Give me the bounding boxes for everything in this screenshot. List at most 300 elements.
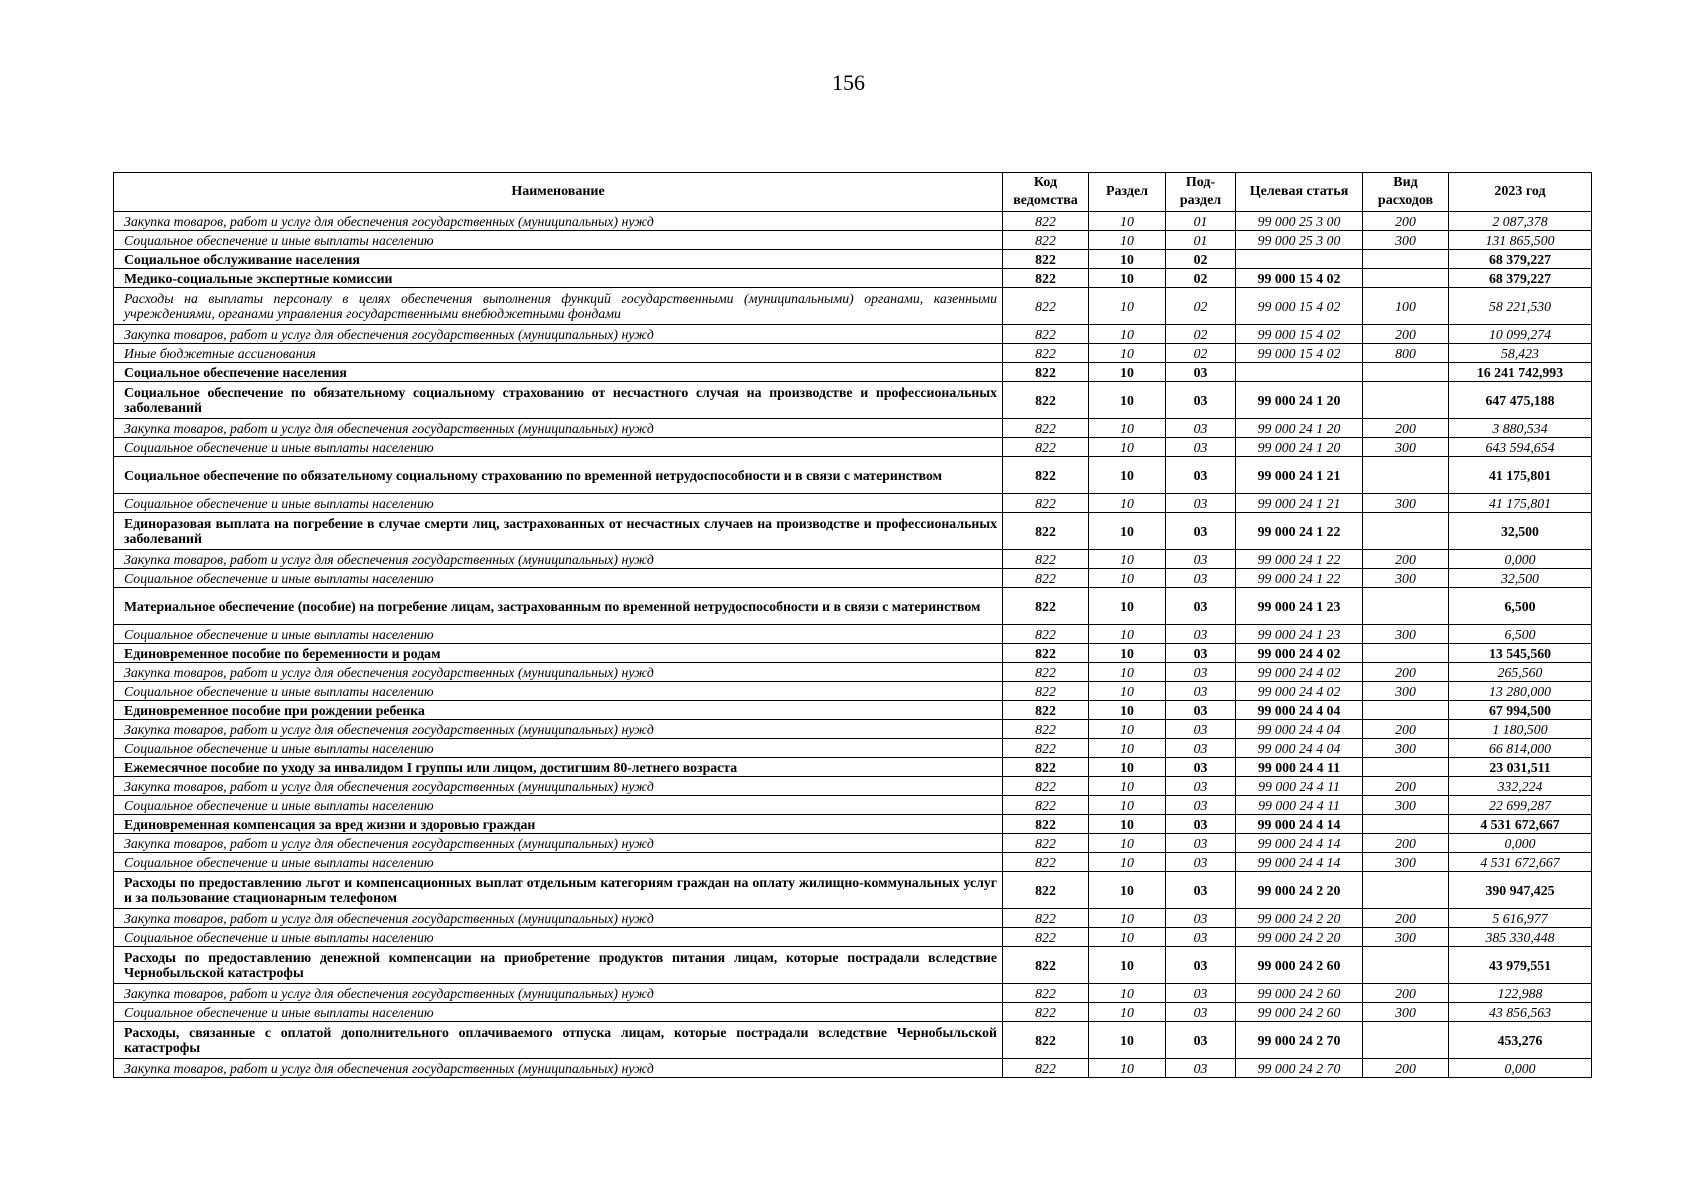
cell-type: 300	[1363, 853, 1449, 872]
cell-dept: 822	[1003, 457, 1089, 494]
cell-name: Социальное обеспечение и иные выплаты населению	[114, 231, 1003, 250]
cell-target: 99 000 24 2 60	[1236, 1003, 1363, 1022]
table-row	[114, 682, 1592, 701]
cell-type	[1363, 513, 1449, 550]
cell-name: Социальное обеспечение и иные выплаты населению	[114, 796, 1003, 815]
cell-section: 10	[1089, 625, 1166, 644]
cell-subsection: 01	[1166, 231, 1236, 250]
cell-dept: 822	[1003, 1003, 1089, 1022]
cell-amount: 68 379,227	[1449, 250, 1592, 269]
cell-section: 10	[1089, 663, 1166, 682]
header-type: Вид расходов	[1363, 173, 1449, 212]
cell-amount: 2 087,378	[1449, 212, 1592, 231]
cell-target: 99 000 24 4 04	[1236, 739, 1363, 758]
cell-type	[1363, 457, 1449, 494]
cell-name: Закупка товаров, работ и услуг для обеспечения государственных (муниципальных) нужд	[114, 777, 1003, 796]
cell-dept: 822	[1003, 513, 1089, 550]
cell-subsection: 03	[1166, 1022, 1236, 1059]
cell-amount: 13 545,560	[1449, 644, 1592, 663]
table-row	[114, 777, 1592, 796]
cell-section: 10	[1089, 1059, 1166, 1078]
cell-amount: 23 031,511	[1449, 758, 1592, 777]
cell-section: 10	[1089, 758, 1166, 777]
cell-target: 99 000 24 4 02	[1236, 644, 1363, 663]
cell-subsection: 03	[1166, 984, 1236, 1003]
cell-target: 99 000 24 4 11	[1236, 777, 1363, 796]
cell-target: 99 000 24 4 11	[1236, 796, 1363, 815]
cell-dept: 822	[1003, 947, 1089, 984]
cell-dept: 822	[1003, 758, 1089, 777]
cell-name: Социальное обеспечение и иные выплаты населению	[114, 928, 1003, 947]
table-row	[114, 625, 1592, 644]
cell-section: 10	[1089, 231, 1166, 250]
cell-section: 10	[1089, 382, 1166, 419]
cell-target: 99 000 24 4 04	[1236, 701, 1363, 720]
cell-type: 800	[1363, 344, 1449, 363]
cell-target: 99 000 15 4 02	[1236, 325, 1363, 344]
table-row	[114, 457, 1592, 494]
cell-target: 99 000 24 2 60	[1236, 947, 1363, 984]
cell-amount: 16 241 742,993	[1449, 363, 1592, 382]
header-target: Целевая статья	[1236, 173, 1363, 212]
cell-section: 10	[1089, 682, 1166, 701]
cell-name: Медико-социальные экспертные комиссии	[114, 269, 1003, 288]
table-row	[114, 984, 1592, 1003]
cell-target: 99 000 24 2 20	[1236, 909, 1363, 928]
cell-subsection: 03	[1166, 909, 1236, 928]
header-subsection: Под-раздел	[1166, 173, 1236, 212]
cell-amount: 6,500	[1449, 588, 1592, 625]
cell-section: 10	[1089, 777, 1166, 796]
table-row	[114, 494, 1592, 513]
cell-amount: 332,224	[1449, 777, 1592, 796]
cell-type: 300	[1363, 494, 1449, 513]
cell-subsection: 03	[1166, 438, 1236, 457]
cell-type	[1363, 872, 1449, 909]
cell-subsection: 02	[1166, 269, 1236, 288]
cell-section: 10	[1089, 513, 1166, 550]
cell-target: 99 000 24 1 21	[1236, 494, 1363, 513]
cell-subsection: 03	[1166, 550, 1236, 569]
cell-amount: 4 531 672,667	[1449, 815, 1592, 834]
cell-dept: 822	[1003, 288, 1089, 325]
cell-target: 99 000 24 4 02	[1236, 663, 1363, 682]
cell-section: 10	[1089, 909, 1166, 928]
cell-name: Расходы на выплаты персоналу в целях обеспечения выполнения функций государственными (муниципальными) органами, казенными учреждениями, органами управления государственными внебюджетными фондами	[114, 288, 1003, 325]
cell-target: 99 000 24 1 20	[1236, 382, 1363, 419]
cell-name: Социальное обеспечение по обязательному социальному страхованию по временной нетрудоспособности и в связи с материнством	[114, 457, 1003, 494]
cell-name: Единовременное пособие по беременности и родам	[114, 644, 1003, 663]
cell-type: 200	[1363, 909, 1449, 928]
cell-target: 99 000 24 2 70	[1236, 1059, 1363, 1078]
cell-amount: 3 880,534	[1449, 419, 1592, 438]
cell-target: 99 000 15 4 02	[1236, 288, 1363, 325]
cell-type: 300	[1363, 569, 1449, 588]
cell-name: Единовременная компенсация за вред жизни и здоровью граждан	[114, 815, 1003, 834]
cell-amount: 22 699,287	[1449, 796, 1592, 815]
cell-amount: 265,560	[1449, 663, 1592, 682]
cell-target: 99 000 24 1 23	[1236, 588, 1363, 625]
cell-subsection: 03	[1166, 928, 1236, 947]
cell-amount: 67 994,500	[1449, 701, 1592, 720]
table-row	[114, 928, 1592, 947]
cell-section: 10	[1089, 569, 1166, 588]
cell-type	[1363, 269, 1449, 288]
table-row	[114, 1003, 1592, 1022]
cell-target	[1236, 363, 1363, 382]
cell-name: Социальное обеспечение и иные выплаты населению	[114, 494, 1003, 513]
cell-amount: 10 099,274	[1449, 325, 1592, 344]
cell-dept: 822	[1003, 644, 1089, 663]
cell-target: 99 000 24 1 22	[1236, 550, 1363, 569]
cell-dept: 822	[1003, 419, 1089, 438]
cell-section: 10	[1089, 550, 1166, 569]
cell-type: 300	[1363, 438, 1449, 457]
cell-subsection: 03	[1166, 513, 1236, 550]
cell-amount: 41 175,801	[1449, 457, 1592, 494]
cell-subsection: 03	[1166, 457, 1236, 494]
cell-subsection: 03	[1166, 644, 1236, 663]
cell-dept: 822	[1003, 588, 1089, 625]
cell-amount: 43 979,551	[1449, 947, 1592, 984]
cell-target: 99 000 25 3 00	[1236, 212, 1363, 231]
cell-section: 10	[1089, 288, 1166, 325]
table-row	[114, 872, 1592, 909]
cell-subsection: 03	[1166, 720, 1236, 739]
cell-name: Социальное обеспечение по обязательному социальному страхованию от несчастного случая на производстве и профессиональных заболеваний	[114, 382, 1003, 419]
cell-subsection: 03	[1166, 419, 1236, 438]
cell-section: 10	[1089, 344, 1166, 363]
cell-section: 10	[1089, 325, 1166, 344]
cell-target: 99 000 24 1 22	[1236, 569, 1363, 588]
cell-name: Социальное обеспечение и иные выплаты населению	[114, 682, 1003, 701]
cell-target: 99 000 24 1 20	[1236, 419, 1363, 438]
cell-dept: 822	[1003, 550, 1089, 569]
cell-target: 99 000 24 2 20	[1236, 928, 1363, 947]
cell-name: Иные бюджетные ассигнования	[114, 344, 1003, 363]
cell-target: 99 000 24 1 21	[1236, 457, 1363, 494]
cell-section: 10	[1089, 815, 1166, 834]
header-name: Наименование	[114, 173, 1003, 212]
cell-amount: 13 280,000	[1449, 682, 1592, 701]
table-row	[114, 363, 1592, 382]
cell-name: Закупка товаров, работ и услуг для обеспечения государственных (муниципальных) нужд	[114, 212, 1003, 231]
cell-dept: 822	[1003, 382, 1089, 419]
cell-target: 99 000 24 1 23	[1236, 625, 1363, 644]
table-row	[114, 1022, 1592, 1059]
cell-type: 200	[1363, 720, 1449, 739]
cell-amount: 647 475,188	[1449, 382, 1592, 419]
cell-amount: 5 616,977	[1449, 909, 1592, 928]
cell-section: 10	[1089, 1022, 1166, 1059]
cell-subsection: 03	[1166, 625, 1236, 644]
cell-section: 10	[1089, 796, 1166, 815]
cell-subsection: 03	[1166, 834, 1236, 853]
cell-dept: 822	[1003, 663, 1089, 682]
table-row	[114, 231, 1592, 250]
table-row	[114, 720, 1592, 739]
header-year: 2023 год	[1449, 173, 1592, 212]
table-row	[114, 663, 1592, 682]
cell-subsection: 03	[1166, 1059, 1236, 1078]
cell-target: 99 000 24 2 20	[1236, 872, 1363, 909]
cell-name: Социальное обеспечение и иные выплаты населению	[114, 739, 1003, 758]
table-row	[114, 588, 1592, 625]
table-body	[114, 212, 1592, 1078]
cell-target	[1236, 250, 1363, 269]
cell-subsection: 03	[1166, 494, 1236, 513]
cell-name: Закупка товаров, работ и услуг для обеспечения государственных (муниципальных) нужд	[114, 550, 1003, 569]
cell-dept: 822	[1003, 720, 1089, 739]
cell-type: 200	[1363, 984, 1449, 1003]
cell-amount: 122,988	[1449, 984, 1592, 1003]
cell-type	[1363, 250, 1449, 269]
cell-type: 200	[1363, 834, 1449, 853]
cell-name: Единоразовая выплата на погребение в случае смерти лиц, застрахованных от несчастных случаев на производстве и профессиональных заболеваний	[114, 513, 1003, 550]
cell-section: 10	[1089, 363, 1166, 382]
cell-subsection: 03	[1166, 663, 1236, 682]
cell-target: 99 000 24 4 02	[1236, 682, 1363, 701]
cell-amount: 66 814,000	[1449, 739, 1592, 758]
cell-section: 10	[1089, 212, 1166, 231]
cell-dept: 822	[1003, 269, 1089, 288]
budget-table	[113, 172, 1592, 1078]
cell-name: Закупка товаров, работ и услуг для обеспечения государственных (муниципальных) нужд	[114, 325, 1003, 344]
cell-section: 10	[1089, 928, 1166, 947]
cell-subsection: 01	[1166, 212, 1236, 231]
cell-type: 100	[1363, 288, 1449, 325]
cell-type	[1363, 1022, 1449, 1059]
cell-type: 200	[1363, 777, 1449, 796]
cell-name: Материальное обеспечение (пособие) на погребение лицам, застрахованным по временной нетрудоспособности и в связи с материнством	[114, 588, 1003, 625]
cell-subsection: 03	[1166, 1003, 1236, 1022]
cell-type	[1363, 701, 1449, 720]
cell-name: Социальное обеспечение и иные выплаты населению	[114, 569, 1003, 588]
cell-type: 300	[1363, 796, 1449, 815]
cell-name: Ежемесячное пособие по уходу за инвалидом I группы или лицом, достигшим 80-летнего возраста	[114, 758, 1003, 777]
cell-subsection: 03	[1166, 815, 1236, 834]
cell-section: 10	[1089, 701, 1166, 720]
cell-type: 200	[1363, 550, 1449, 569]
cell-name: Социальное обслуживание населения	[114, 250, 1003, 269]
cell-subsection: 03	[1166, 682, 1236, 701]
cell-subsection: 02	[1166, 288, 1236, 325]
header-dept: Код ведомства	[1003, 173, 1089, 212]
header-row	[114, 173, 1592, 212]
table-row	[114, 947, 1592, 984]
cell-type: 200	[1363, 663, 1449, 682]
cell-target: 99 000 24 1 20	[1236, 438, 1363, 457]
cell-name: Социальное обеспечение и иные выплаты населению	[114, 625, 1003, 644]
cell-target: 99 000 24 4 11	[1236, 758, 1363, 777]
cell-subsection: 02	[1166, 250, 1236, 269]
cell-subsection: 03	[1166, 363, 1236, 382]
cell-subsection: 03	[1166, 739, 1236, 758]
table-row	[114, 796, 1592, 815]
cell-dept: 822	[1003, 928, 1089, 947]
cell-type	[1363, 947, 1449, 984]
cell-dept: 822	[1003, 438, 1089, 457]
cell-name: Закупка товаров, работ и услуг для обеспечения государственных (муниципальных) нужд	[114, 909, 1003, 928]
cell-amount: 58,423	[1449, 344, 1592, 363]
cell-amount: 41 175,801	[1449, 494, 1592, 513]
cell-dept: 822	[1003, 909, 1089, 928]
table-row	[114, 382, 1592, 419]
cell-subsection: 03	[1166, 569, 1236, 588]
cell-name: Социальное обеспечение и иные выплаты населению	[114, 1003, 1003, 1022]
cell-subsection: 03	[1166, 777, 1236, 796]
cell-type	[1363, 815, 1449, 834]
cell-amount: 0,000	[1449, 1059, 1592, 1078]
cell-section: 10	[1089, 1003, 1166, 1022]
table-row	[114, 325, 1592, 344]
cell-dept: 822	[1003, 569, 1089, 588]
cell-type: 300	[1363, 625, 1449, 644]
cell-type: 200	[1363, 212, 1449, 231]
cell-section: 10	[1089, 419, 1166, 438]
table-row	[114, 758, 1592, 777]
cell-dept: 822	[1003, 212, 1089, 231]
cell-target: 99 000 25 3 00	[1236, 231, 1363, 250]
cell-type: 300	[1363, 928, 1449, 947]
cell-amount: 385 330,448	[1449, 928, 1592, 947]
table-row	[114, 419, 1592, 438]
cell-dept: 822	[1003, 344, 1089, 363]
cell-amount: 390 947,425	[1449, 872, 1592, 909]
cell-target: 99 000 15 4 02	[1236, 344, 1363, 363]
table-row	[114, 288, 1592, 325]
cell-section: 10	[1089, 947, 1166, 984]
cell-subsection: 02	[1166, 344, 1236, 363]
cell-target: 99 000 24 4 14	[1236, 853, 1363, 872]
cell-amount: 32,500	[1449, 569, 1592, 588]
cell-subsection: 03	[1166, 758, 1236, 777]
cell-type	[1363, 758, 1449, 777]
cell-amount: 1 180,500	[1449, 720, 1592, 739]
cell-type: 200	[1363, 1059, 1449, 1078]
cell-type	[1363, 382, 1449, 419]
cell-name: Закупка товаров, работ и услуг для обеспечения государственных (муниципальных) нужд	[114, 834, 1003, 853]
cell-amount: 131 865,500	[1449, 231, 1592, 250]
cell-target: 99 000 24 4 14	[1236, 834, 1363, 853]
cell-name: Закупка товаров, работ и услуг для обеспечения государственных (муниципальных) нужд	[114, 720, 1003, 739]
cell-amount: 453,276	[1449, 1022, 1592, 1059]
cell-dept: 822	[1003, 325, 1089, 344]
cell-type: 300	[1363, 231, 1449, 250]
cell-dept: 822	[1003, 701, 1089, 720]
table-row	[114, 250, 1592, 269]
cell-dept: 822	[1003, 815, 1089, 834]
cell-dept: 822	[1003, 250, 1089, 269]
cell-type	[1363, 588, 1449, 625]
cell-name: Закупка товаров, работ и услуг для обеспечения государственных (муниципальных) нужд	[114, 1059, 1003, 1078]
cell-name: Закупка товаров, работ и услуг для обеспечения государственных (муниципальных) нужд	[114, 663, 1003, 682]
cell-name: Социальное обеспечение и иные выплаты населению	[114, 853, 1003, 872]
cell-dept: 822	[1003, 984, 1089, 1003]
cell-dept: 822	[1003, 834, 1089, 853]
cell-dept: 822	[1003, 1022, 1089, 1059]
table-row	[114, 739, 1592, 758]
cell-target: 99 000 24 4 14	[1236, 815, 1363, 834]
cell-amount: 58 221,530	[1449, 288, 1592, 325]
cell-amount: 68 379,227	[1449, 269, 1592, 288]
cell-subsection: 03	[1166, 872, 1236, 909]
cell-target: 99 000 24 2 60	[1236, 984, 1363, 1003]
cell-amount: 643 594,654	[1449, 438, 1592, 457]
cell-type	[1363, 363, 1449, 382]
cell-name: Расходы, связанные с оплатой дополнительного оплачиваемого отпуска лицам, которые пострадали вследствие Чернобыльской катастрофы	[114, 1022, 1003, 1059]
cell-amount: 4 531 672,667	[1449, 853, 1592, 872]
cell-amount: 43 856,563	[1449, 1003, 1592, 1022]
cell-name: Единовременное пособие при рождении ребенка	[114, 701, 1003, 720]
cell-target: 99 000 24 1 22	[1236, 513, 1363, 550]
table-row	[114, 438, 1592, 457]
cell-name: Социальное обеспечение и иные выплаты населению	[114, 438, 1003, 457]
table-row	[114, 701, 1592, 720]
cell-dept: 822	[1003, 625, 1089, 644]
header-section: Раздел	[1089, 173, 1166, 212]
cell-section: 10	[1089, 739, 1166, 758]
cell-name: Расходы по предоставлению льгот и компенсационных выплат отдельным категориям граждан на оплату жилищно-коммунальных услуг и за пользование стационарным телефоном	[114, 872, 1003, 909]
cell-amount: 6,500	[1449, 625, 1592, 644]
cell-dept: 822	[1003, 1059, 1089, 1078]
cell-target: 99 000 24 2 70	[1236, 1022, 1363, 1059]
cell-section: 10	[1089, 494, 1166, 513]
cell-section: 10	[1089, 588, 1166, 625]
cell-subsection: 03	[1166, 853, 1236, 872]
table-row	[114, 644, 1592, 663]
cell-section: 10	[1089, 984, 1166, 1003]
cell-dept: 822	[1003, 872, 1089, 909]
cell-dept: 822	[1003, 739, 1089, 758]
cell-target: 99 000 15 4 02	[1236, 269, 1363, 288]
cell-name: Закупка товаров, работ и услуг для обеспечения государственных (муниципальных) нужд	[114, 984, 1003, 1003]
cell-name: Закупка товаров, работ и услуг для обеспечения государственных (муниципальных) нужд	[114, 419, 1003, 438]
cell-subsection: 03	[1166, 382, 1236, 419]
table-row	[114, 1059, 1592, 1078]
cell-section: 10	[1089, 834, 1166, 853]
cell-target: 99 000 24 4 04	[1236, 720, 1363, 739]
cell-dept: 822	[1003, 796, 1089, 815]
cell-dept: 822	[1003, 853, 1089, 872]
cell-dept: 822	[1003, 231, 1089, 250]
table-row	[114, 815, 1592, 834]
cell-type: 300	[1363, 1003, 1449, 1022]
cell-amount: 0,000	[1449, 550, 1592, 569]
cell-dept: 822	[1003, 777, 1089, 796]
cell-type: 200	[1363, 419, 1449, 438]
cell-section: 10	[1089, 457, 1166, 494]
table-row	[114, 550, 1592, 569]
cell-section: 10	[1089, 872, 1166, 909]
cell-section: 10	[1089, 269, 1166, 288]
cell-type	[1363, 644, 1449, 663]
cell-subsection: 02	[1166, 325, 1236, 344]
cell-amount: 0,000	[1449, 834, 1592, 853]
cell-type: 300	[1363, 682, 1449, 701]
cell-name: Расходы по предоставлению денежной компенсации на приобретение продуктов питания лицам, которые пострадали вследствие Чернобыльской катастрофы	[114, 947, 1003, 984]
table-row	[114, 269, 1592, 288]
cell-amount: 32,500	[1449, 513, 1592, 550]
table-row	[114, 513, 1592, 550]
cell-section: 10	[1089, 853, 1166, 872]
cell-dept: 822	[1003, 494, 1089, 513]
cell-section: 10	[1089, 250, 1166, 269]
cell-type: 200	[1363, 325, 1449, 344]
table-row	[114, 909, 1592, 928]
table-row	[114, 569, 1592, 588]
cell-section: 10	[1089, 644, 1166, 663]
